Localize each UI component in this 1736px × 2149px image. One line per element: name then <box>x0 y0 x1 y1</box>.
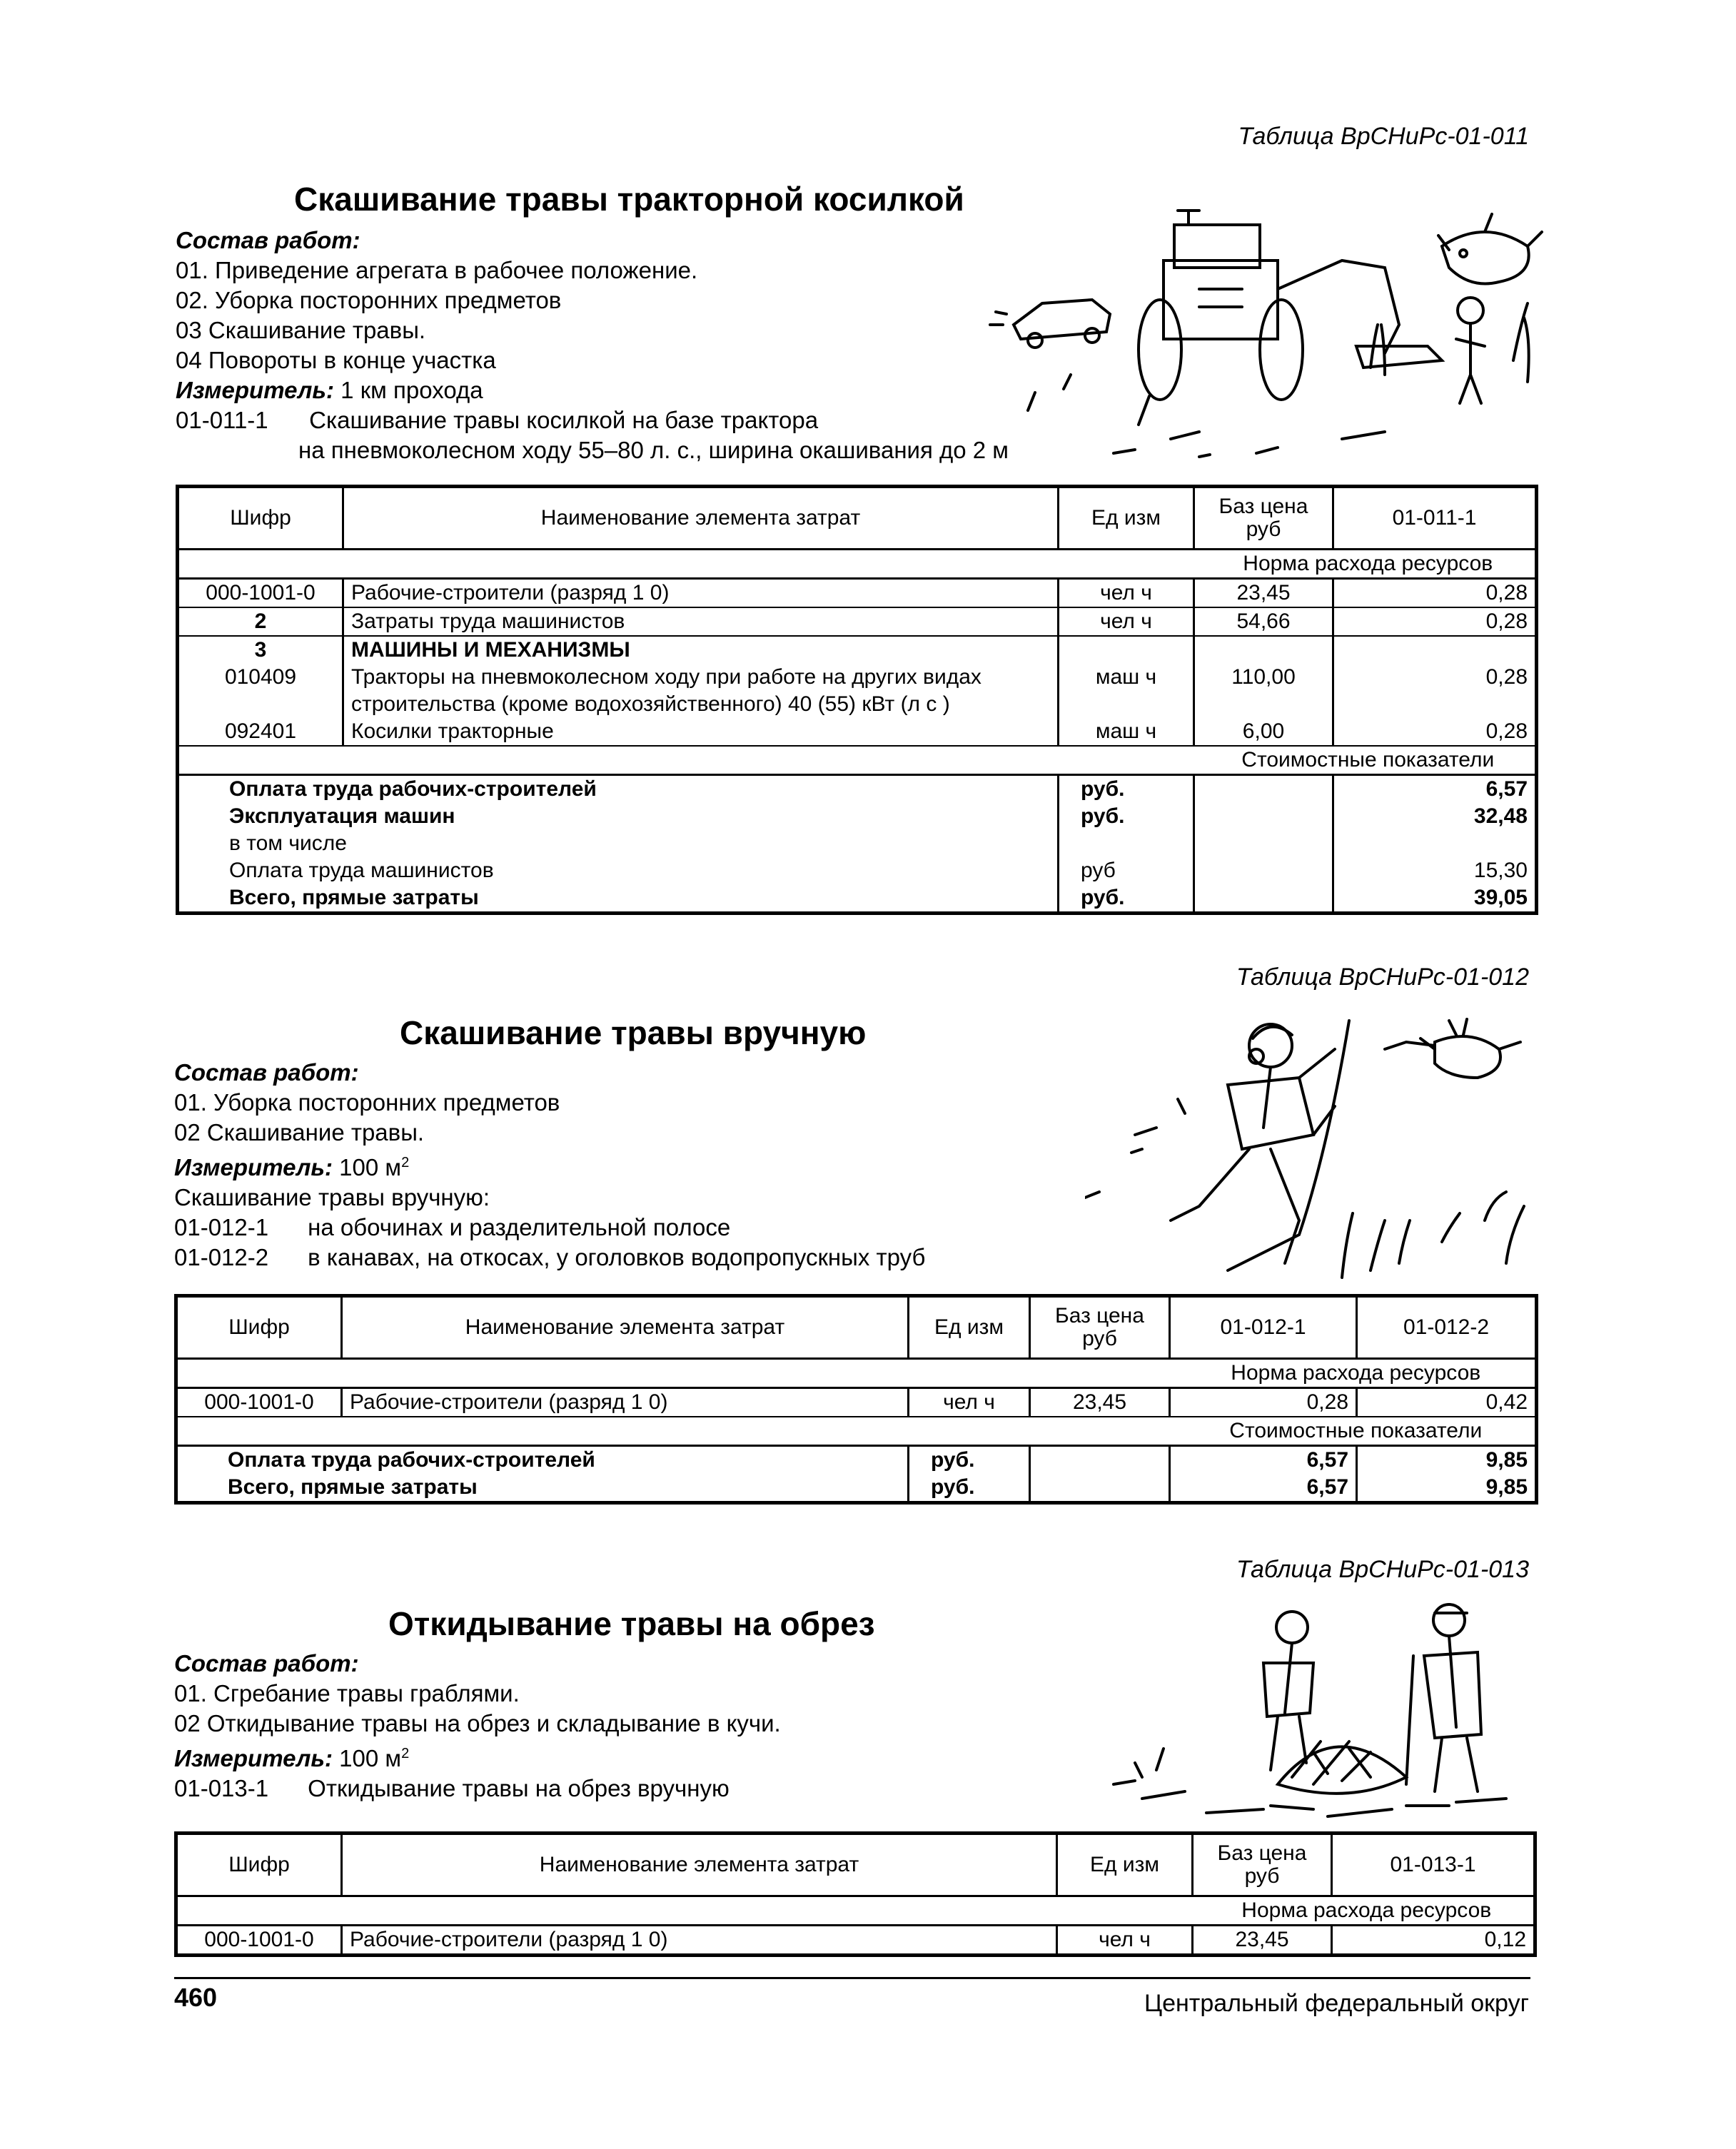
table-header-row <box>176 1296 1537 1359</box>
band-row: Норма расхода ресурсов <box>178 550 1537 579</box>
section-title-013: Откидывание травы на обрез <box>388 1605 875 1642</box>
step-item: 01. Сгребание травы граблями. <box>174 1680 520 1706</box>
header-price: Баз цена руб <box>1194 487 1333 550</box>
table-row: 010409 Тракторы на пневмоколесном ходу при работе на других видах маш ч 110,00 0,28 <box>178 664 1537 691</box>
composition-label: Состав работ: <box>174 1059 359 1086</box>
table-row: 2 Затраты труда машинистов чел ч 54,66 0,28 <box>178 607 1537 636</box>
step-item: 02 Скашивание травы. <box>174 1119 425 1146</box>
cost-row: Оплата труда рабочих-строителей руб. 6,57 9,85 <box>176 1446 1537 1475</box>
cost-row: Всего, прямые затраты руб. 6,57 9,85 <box>176 1474 1537 1503</box>
table-label-011: Таблица ВрСНиРс-01-011 <box>1238 123 1529 150</box>
header-col2: 01-012-2 <box>1357 1296 1537 1359</box>
header-code: Шифр <box>176 1296 342 1359</box>
table-row: 092401 Косилки тракторные маш ч 6,00 0,28 <box>178 718 1537 746</box>
composition-label: Состав работ: <box>174 1650 359 1677</box>
cost-row: Оплата труда машинистов руб 15,30 <box>178 857 1537 884</box>
cost-row: Оплата труда рабочих-строителей руб. 6,57 <box>178 775 1537 804</box>
section-title-012: Скашивание травы вручную <box>400 1014 867 1051</box>
header-col: 01-011-1 <box>1333 487 1537 550</box>
header-code: Шифр <box>176 1834 342 1896</box>
section-body-011 <box>176 226 1009 465</box>
header-code: Шифр <box>178 487 343 550</box>
section-title-011: Скашивание травы тракторной косилкой <box>294 181 964 218</box>
band-row: Стоимостные показатели <box>176 1417 1537 1446</box>
resource-table-012 <box>174 1294 1538 1505</box>
cost-row: в том числе <box>178 830 1537 857</box>
table-label-012: Таблица ВрСНиРс-01-012 <box>1236 964 1529 991</box>
table-header-row <box>178 487 1537 550</box>
scythe-worker-illustration <box>1085 1006 1542 1292</box>
intro-line: Скашивание травы вручную: <box>174 1184 490 1210</box>
page-number: 460 <box>174 1983 218 2012</box>
header-name: Наименование элемента затрат <box>343 487 1059 550</box>
header-name: Наименование элемента затрат <box>342 1296 909 1359</box>
step-item: 03 Скашивание травы. <box>176 317 426 343</box>
header-unit: Ед изм <box>1057 1834 1193 1896</box>
header-name: Наименование элемента затрат <box>342 1834 1057 1896</box>
step-item: 04 Повороты в конце участка <box>176 347 496 373</box>
section-body-012 <box>174 1058 925 1273</box>
raking-workers-illustration <box>1099 1599 1528 1827</box>
work-item: 01-013-1 Откидывание травы на обрез вручную <box>174 1775 730 1801</box>
table-row: 000-1001-0 Рабочие-строители (разряд 1 0) чел ч 23,45 0,28 <box>178 579 1537 608</box>
header-price: Баз цена руб <box>1030 1296 1170 1359</box>
band-row: Норма расхода ресурсов <box>176 1896 1535 1926</box>
meter-line: Измеритель: 100 $м^2$ <box>174 1745 410 1771</box>
resource-table-013 <box>174 1831 1537 1957</box>
table-row: строительства (кроме водохозяйственного) 40 (55) кВт (л с ) <box>178 691 1537 718</box>
composition-label: Состав работ: <box>176 227 360 253</box>
header-unit: Ед изм <box>1059 487 1194 550</box>
work-item: 01-011-1 Скашивание травы косилкой на базе трактора <box>176 407 819 433</box>
band-row: Стоимостные показатели <box>178 746 1537 775</box>
work-item-cont: на пневмоколесном ходу 55–80 л. с., ширина окашивания до 2 м <box>298 437 1009 463</box>
table-row: 000-1001-0 Рабочие-строители (разряд 1 0) чел ч 23,45 0,28 0,42 <box>176 1388 1537 1417</box>
table-label-013: Таблица ВрСНиРс-01-013 <box>1236 1556 1529 1583</box>
meter-line: Измеритель: 1 км прохода <box>176 377 483 403</box>
header-unit: Ед изм <box>909 1296 1030 1359</box>
cost-row: Эксплуатация машин руб. 32,48 <box>178 803 1537 830</box>
footer-region: Центральный федеральный округ <box>1144 1990 1529 2017</box>
band-row: Норма расхода ресурсов <box>176 1359 1537 1388</box>
work-item: 01-012-1 на обочинах и разделительной полосе <box>174 1214 731 1240</box>
header-price: Баз цена руб <box>1193 1834 1332 1896</box>
cost-row: Всего, прямые затраты руб. 39,05 <box>178 884 1537 914</box>
header-col: 01-013-1 <box>1332 1834 1535 1896</box>
footer-divider <box>174 1977 1530 1979</box>
step-item: 02 Откидывание травы на обрез и складывание в кучи. <box>174 1710 781 1736</box>
header-col1: 01-012-1 <box>1170 1296 1357 1359</box>
section-body-013 <box>174 1649 781 1804</box>
step-item: 02. Уборка посторонних предметов <box>176 287 562 313</box>
step-item: 01. Уборка посторонних предметов <box>174 1089 560 1116</box>
table-row: 3 МАШИНЫ И МЕХАНИЗМЫ <box>178 636 1537 664</box>
meter-line: Измеритель: 100 $м^2$ <box>174 1154 410 1180</box>
step-item: 01. Приведение агрегата в рабочее положение. <box>176 257 698 283</box>
resource-table-011 <box>176 485 1538 915</box>
tractor-mower-illustration <box>985 182 1549 460</box>
table-row: 000-1001-0 Рабочие-строители (разряд 1 0) чел ч 23,45 0,12 <box>176 1926 1535 1956</box>
table-header-row <box>176 1834 1535 1896</box>
work-item: 01-012-2 в канавах, на откосах, у оголовков водопропускных труб <box>174 1244 926 1270</box>
